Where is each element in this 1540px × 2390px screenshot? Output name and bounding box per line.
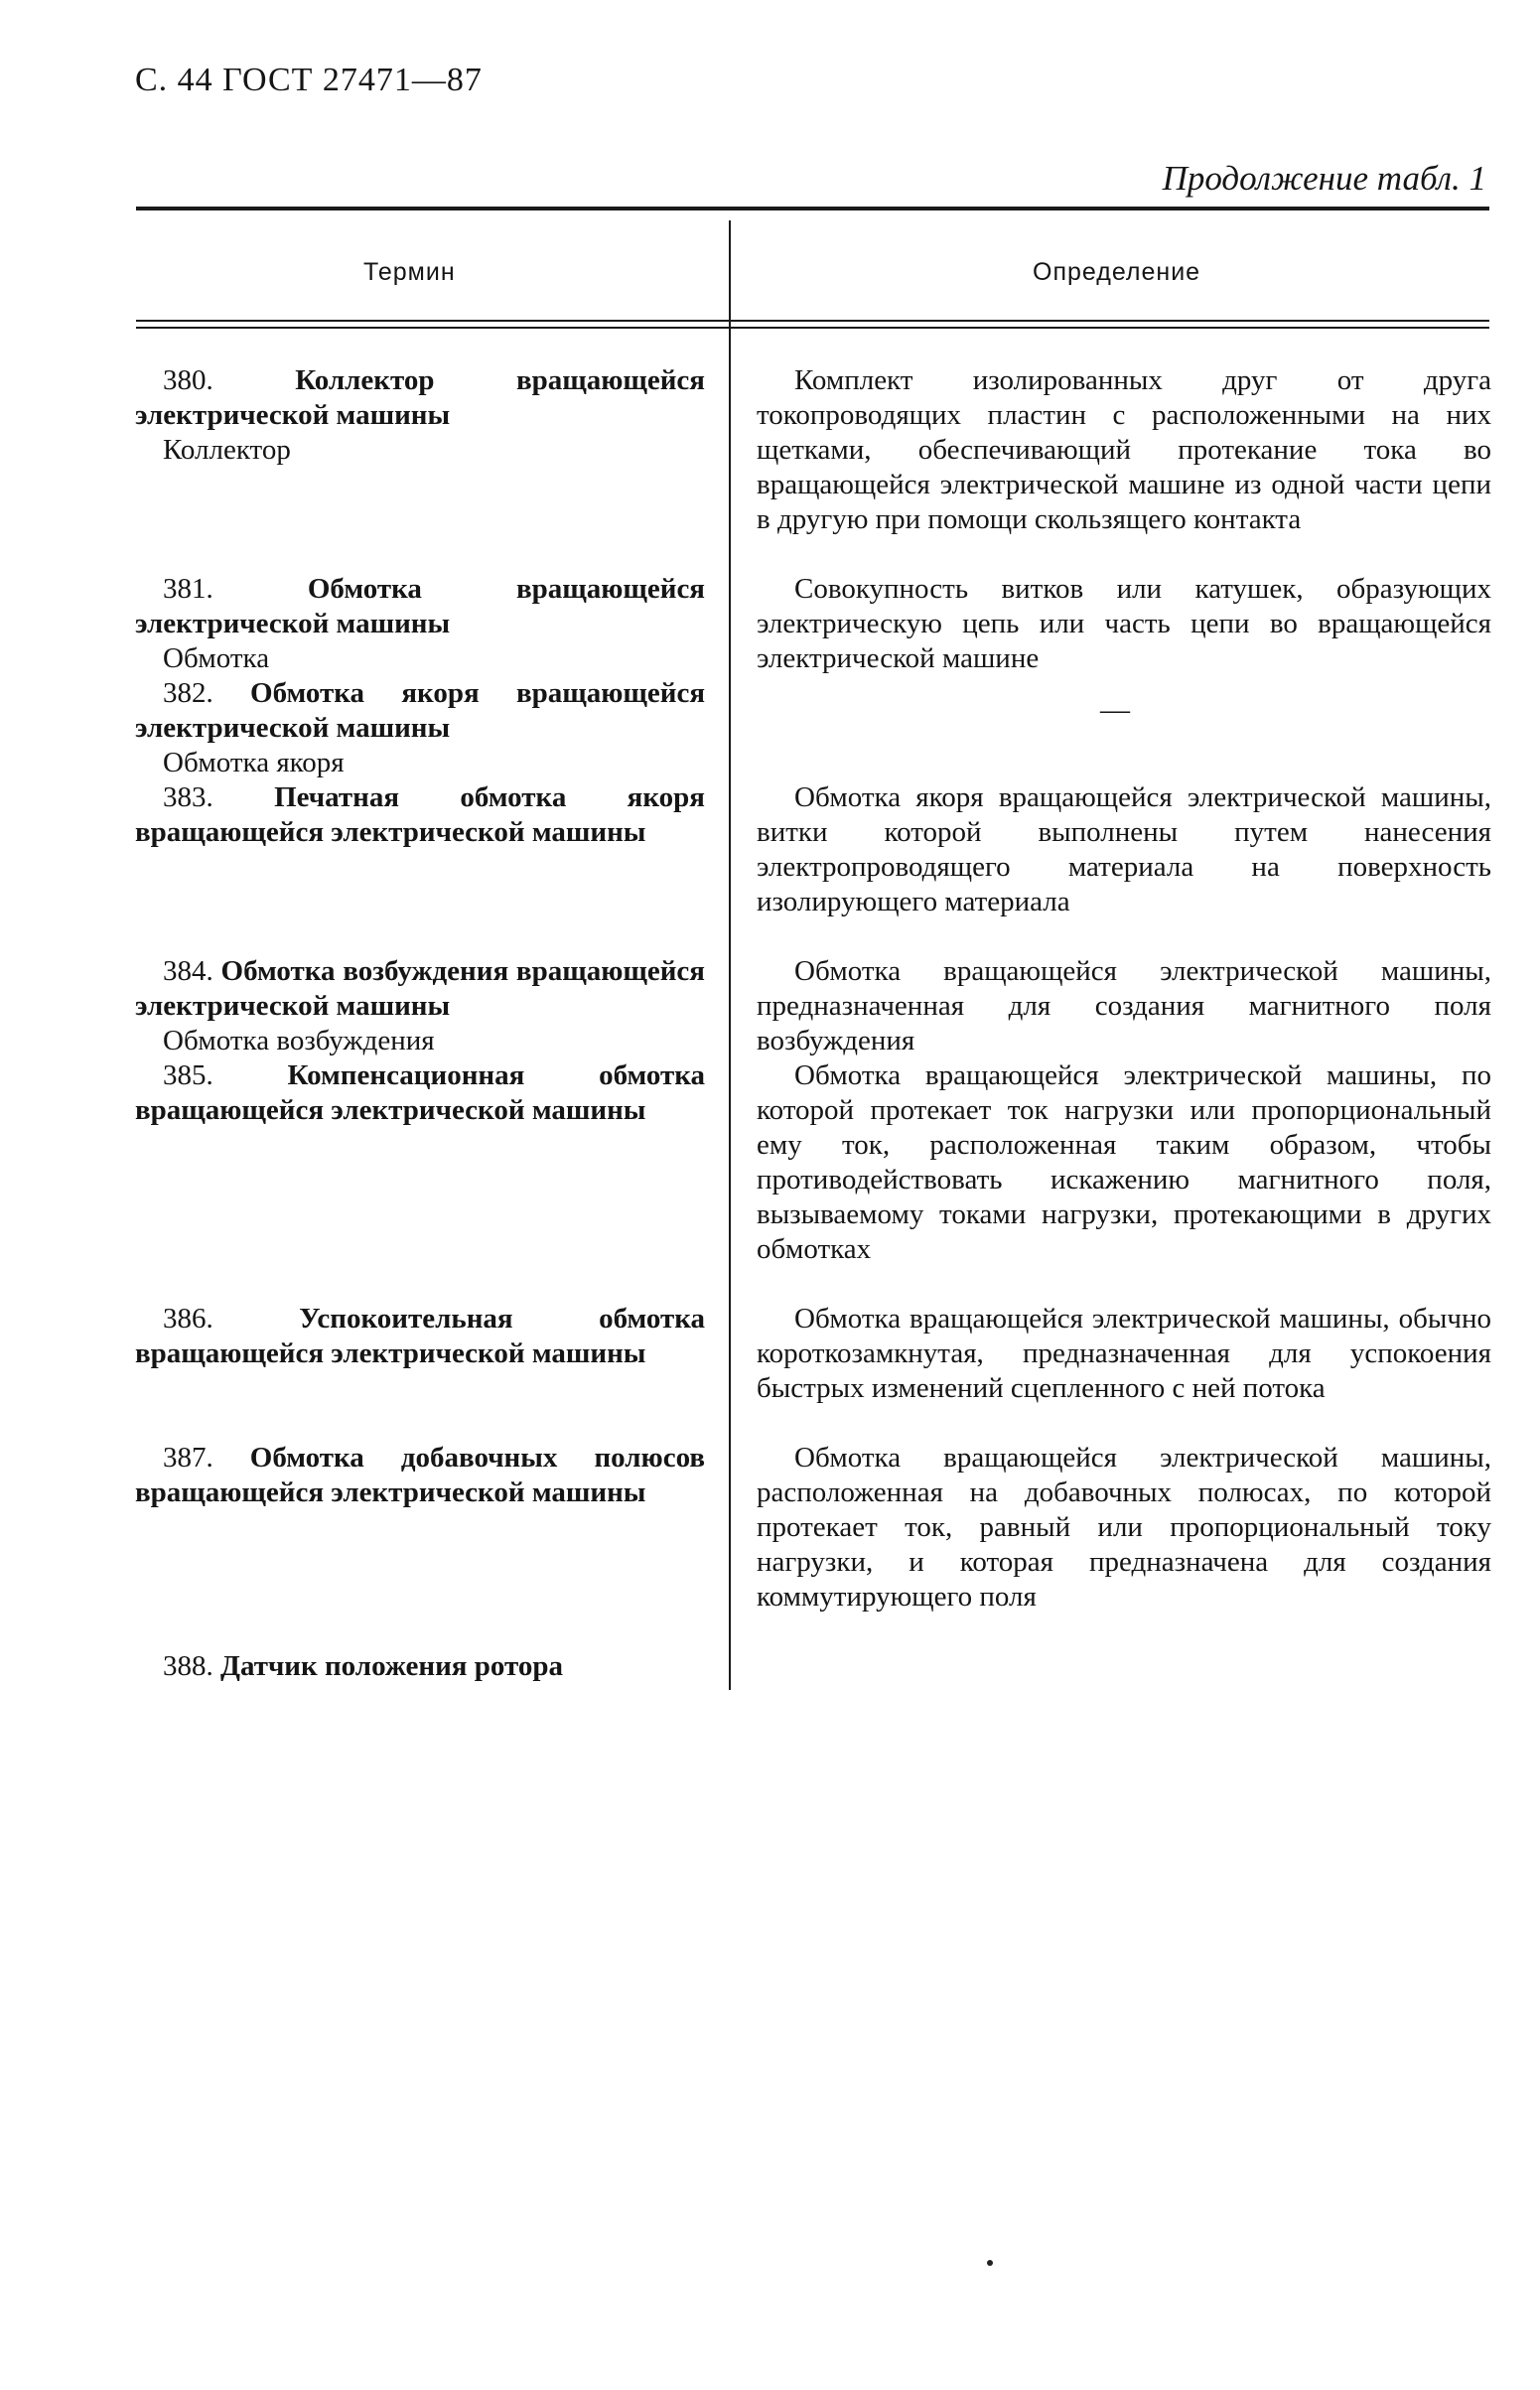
header-double-rule-bottom [136, 327, 1489, 329]
term-short-form: Обмотка возбуждения [163, 1025, 435, 1056]
definition-381: Совокупность витков или катушек, образующих электрическую цепь или часть цепи во вращающейся электрической машине [757, 573, 1491, 674]
term-380: 380. Коллектор вращающейся электрической машины Коллектор [135, 364, 705, 466]
definition-383: Обмотка якоря вращающейся электрической машины, витки которой выполнены путем нанесения электропроводящего материала на поверхность изолирующего материала [757, 781, 1491, 917]
term-385: 385. Компенсационная обмотка вращающейся электрической машины [135, 1059, 705, 1126]
term-short-form: Коллектор [163, 434, 291, 466]
definition-384: Обмотка вращающейся электрической машины, предназначенная для создания магнитного поля возбуждения [757, 955, 1491, 1056]
term-short-form: Обмотка [163, 642, 270, 674]
column-divider [729, 220, 731, 1690]
table-continuation-label: Продолжение табл. 1 [1162, 159, 1486, 198]
definition-387: Обмотка вращающейся электрической машины, расположенная на добавочных полюсах, по которой протекает ток, равный или пропорциональный току нагрузки, и которая предназначена для создания коммутирующего поля [757, 1442, 1491, 1613]
term-386: 386. Успокоительная обмотка вращающейся электрической машины [135, 1303, 705, 1369]
definition-380: Комплект изолированных друг от друга токопроводящих пластин с расположенными на них щетками, обеспечивающий протекание тока во вращающейся электрической машине из одной части цепи в другую при помощи скользящего контакта [757, 364, 1491, 535]
term-384: 384. Обмотка возбуждения вращающейся электрической машины Обмотка возбуждения [135, 955, 705, 1056]
term-388: 388. Датчик положения ротора [163, 1650, 563, 1682]
column-header-definition: Определение [1033, 258, 1201, 286]
column-header-term: Термин [363, 258, 456, 286]
term-382: 382. Обмотка якоря вращающейся электрической машины Обмотка якоря [135, 677, 706, 778]
term-383: 383. Печатная обмотка якоря вращающейся электрической машины [135, 781, 705, 848]
term-387: 387. Обмотка добавочных полюсов вращающейся электрической машины [135, 1442, 706, 1508]
page-reference: С. 44 ГОСТ 27471—87 [135, 62, 483, 98]
term-short-form: Обмотка якоря [163, 747, 345, 778]
header-double-rule-top [136, 320, 1489, 322]
definition-386: Обмотка вращающейся электрической машины, обычно короткозамкнутая, предназначенная для успокоения быстрых изменений сцепленного с ней потока [757, 1303, 1491, 1404]
definition-382-dash: — [1100, 693, 1130, 726]
definition-385: Обмотка вращающейся электрической машины, по которой протекает ток нагрузки или пропорциональный ему ток, расположенная таким образом, чтобы противодействовать искажению магнитного поля, вызываемому токами нагрузки, протекающими в других обмотках [757, 1059, 1491, 1265]
term-381: 381. Обмотка вращающейся электрической машины Обмотка [135, 573, 705, 674]
stray-mark [987, 2260, 993, 2266]
table-top-rule [136, 207, 1489, 211]
